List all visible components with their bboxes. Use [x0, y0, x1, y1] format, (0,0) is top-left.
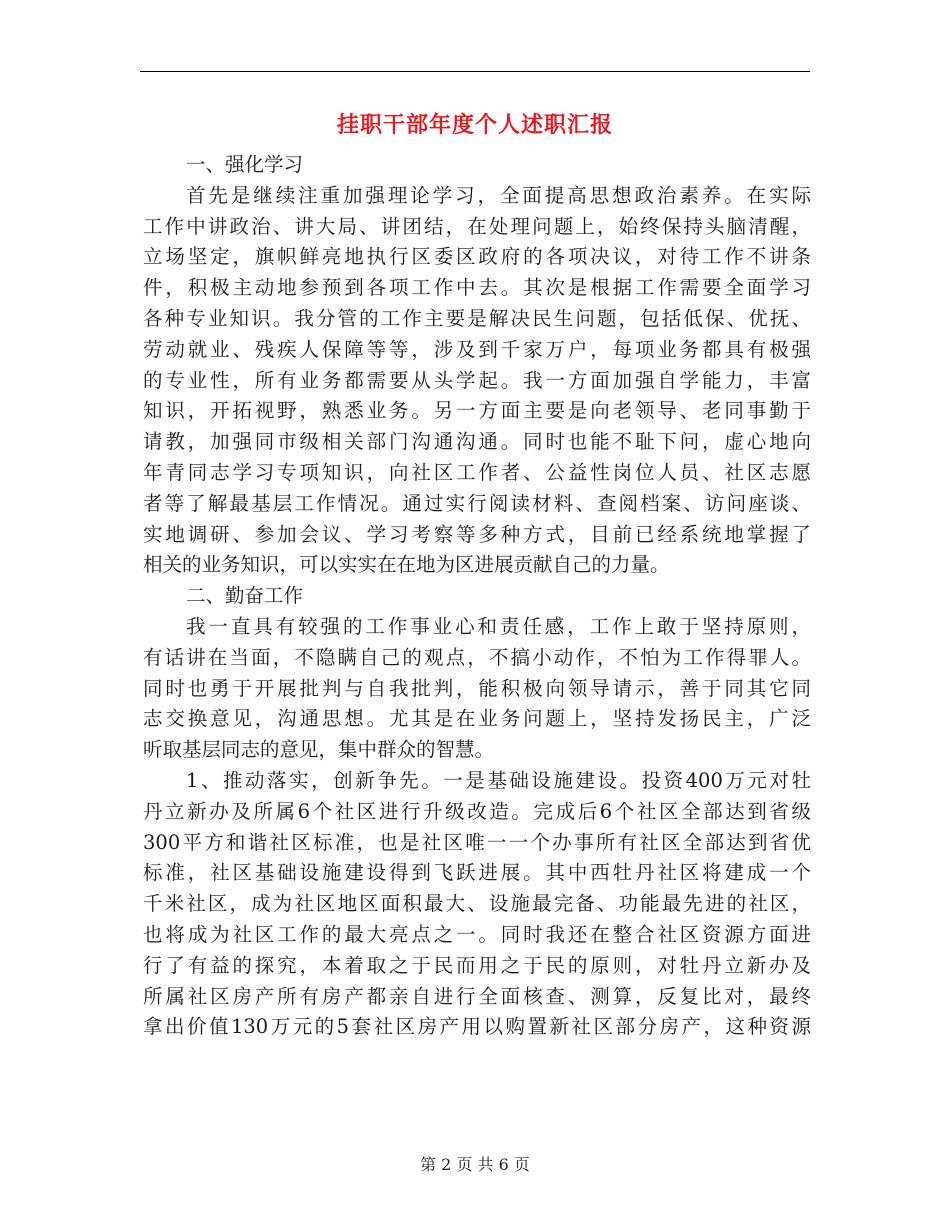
body-text-line: 有话讲在当面，不隐瞒自己的观点，不搞小动作，不怕为工作得罪人。 [143, 645, 811, 669]
body-text-line: 劳动就业、残疾人保障等等，涉及到千家万户，每项业务都具有极强 [143, 337, 811, 361]
body-text-line: 实地调研、参加会议、学习考察等多种方式，目前已经系统地掌握了 [143, 522, 811, 546]
header-rule [140, 71, 810, 72]
body-text-line: 丹立新办及所属6个社区进行升级改造。完成后6个社区全部达到省级 [143, 799, 811, 823]
body-text-line: 拿出价值130万元的5套社区房产用以购置新社区部分房产，这种资源 [143, 1015, 811, 1039]
body-text-line: 1、推动落实，创新争先。一是基础设施建设。投资400万元对牡 [186, 768, 811, 792]
section-heading: 一、强化学习 [186, 153, 304, 176]
document-body [143, 150, 811, 1043]
body-text-line: 知识，开拓视野，熟悉业务。另一方面主要是向老领导、老同事勤于 [143, 399, 811, 423]
body-text-line: 各种专业知识。我分管的工作主要是解决民生问题，包括低保、优抚、 [143, 306, 811, 330]
section-heading: 二、勤奋工作 [186, 584, 304, 608]
body-text-line: 者等了解最基层工作情况。通过实行阅读材料、查阅档案、访问座谈、 [143, 491, 811, 515]
body-text-line: 300平方和谐社区标准，也是社区唯一一个办事所有社区全部达到省优 [143, 830, 811, 854]
body-text-line: 的专业性，所有业务都需要从头学起。我一方面加强自学能力，丰富 [143, 368, 811, 392]
body-text-line: 同时也勇于开展批判与自我批判，能积极向领导请示，善于同其它同 [143, 676, 811, 700]
body-text-line: 件，积极主动地参预到各项工作中去。其次是根据工作需要全面学习 [143, 276, 811, 300]
page-footer: 第 2 页 共 6 页 [420, 1155, 530, 1174]
body-text-line: 也将成为社区工作的最大亮点之一。同时我还在整合社区资源方面进 [143, 922, 811, 946]
body-text-line: 年青同志学习专项知识，向社区工作者、公益性岗位人员、社区志愿 [143, 460, 811, 484]
body-text-line: 听取基层同志的意见，集中群众的智慧。 [143, 738, 495, 762]
body-text-line: 工作中讲政治、讲大局、讲团结，在处理问题上，始终保持头脑清醒， [143, 214, 811, 238]
document-title: 挂职干部年度个人述职汇报 [336, 112, 613, 138]
body-text-line: 立场坚定，旗帜鲜亮地执行区委区政府的各项决议，对待工作不讲条 [143, 245, 811, 269]
body-text-line: 标准，社区基础设施建设得到飞跃进展。其中西牡丹社区将建成一个 [143, 861, 811, 885]
body-text-line: 千米社区，成为社区地区面积最大、设施最完备、功能最先进的社区， [143, 892, 811, 916]
body-text-line: 行了有益的探究，本着取之于民而用之于民的原则，对牡丹立新办及 [143, 953, 811, 977]
body-text-line: 志交换意见，沟通思想。尤其是在业务问题上，坚持发扬民主，广泛 [143, 707, 811, 731]
body-text-line: 首先是继续注重加强理论学习，全面提高思想政治素养。在实际 [186, 183, 811, 207]
body-text-line: 相关的业务知识，可以实实在在地为区进展贡献自己的力量。 [143, 553, 670, 577]
body-text-line: 我一直具有较强的工作事业心和责任感，工作上敢于坚持原则， [186, 614, 811, 638]
body-text-line: 请教，加强同市级相关部门沟通沟通。同时也能不耻下问，虚心地向 [143, 430, 811, 454]
body-text-line: 所属社区房产所有房产都亲自进行全面核查、测算，反复比对，最终 [143, 984, 811, 1008]
